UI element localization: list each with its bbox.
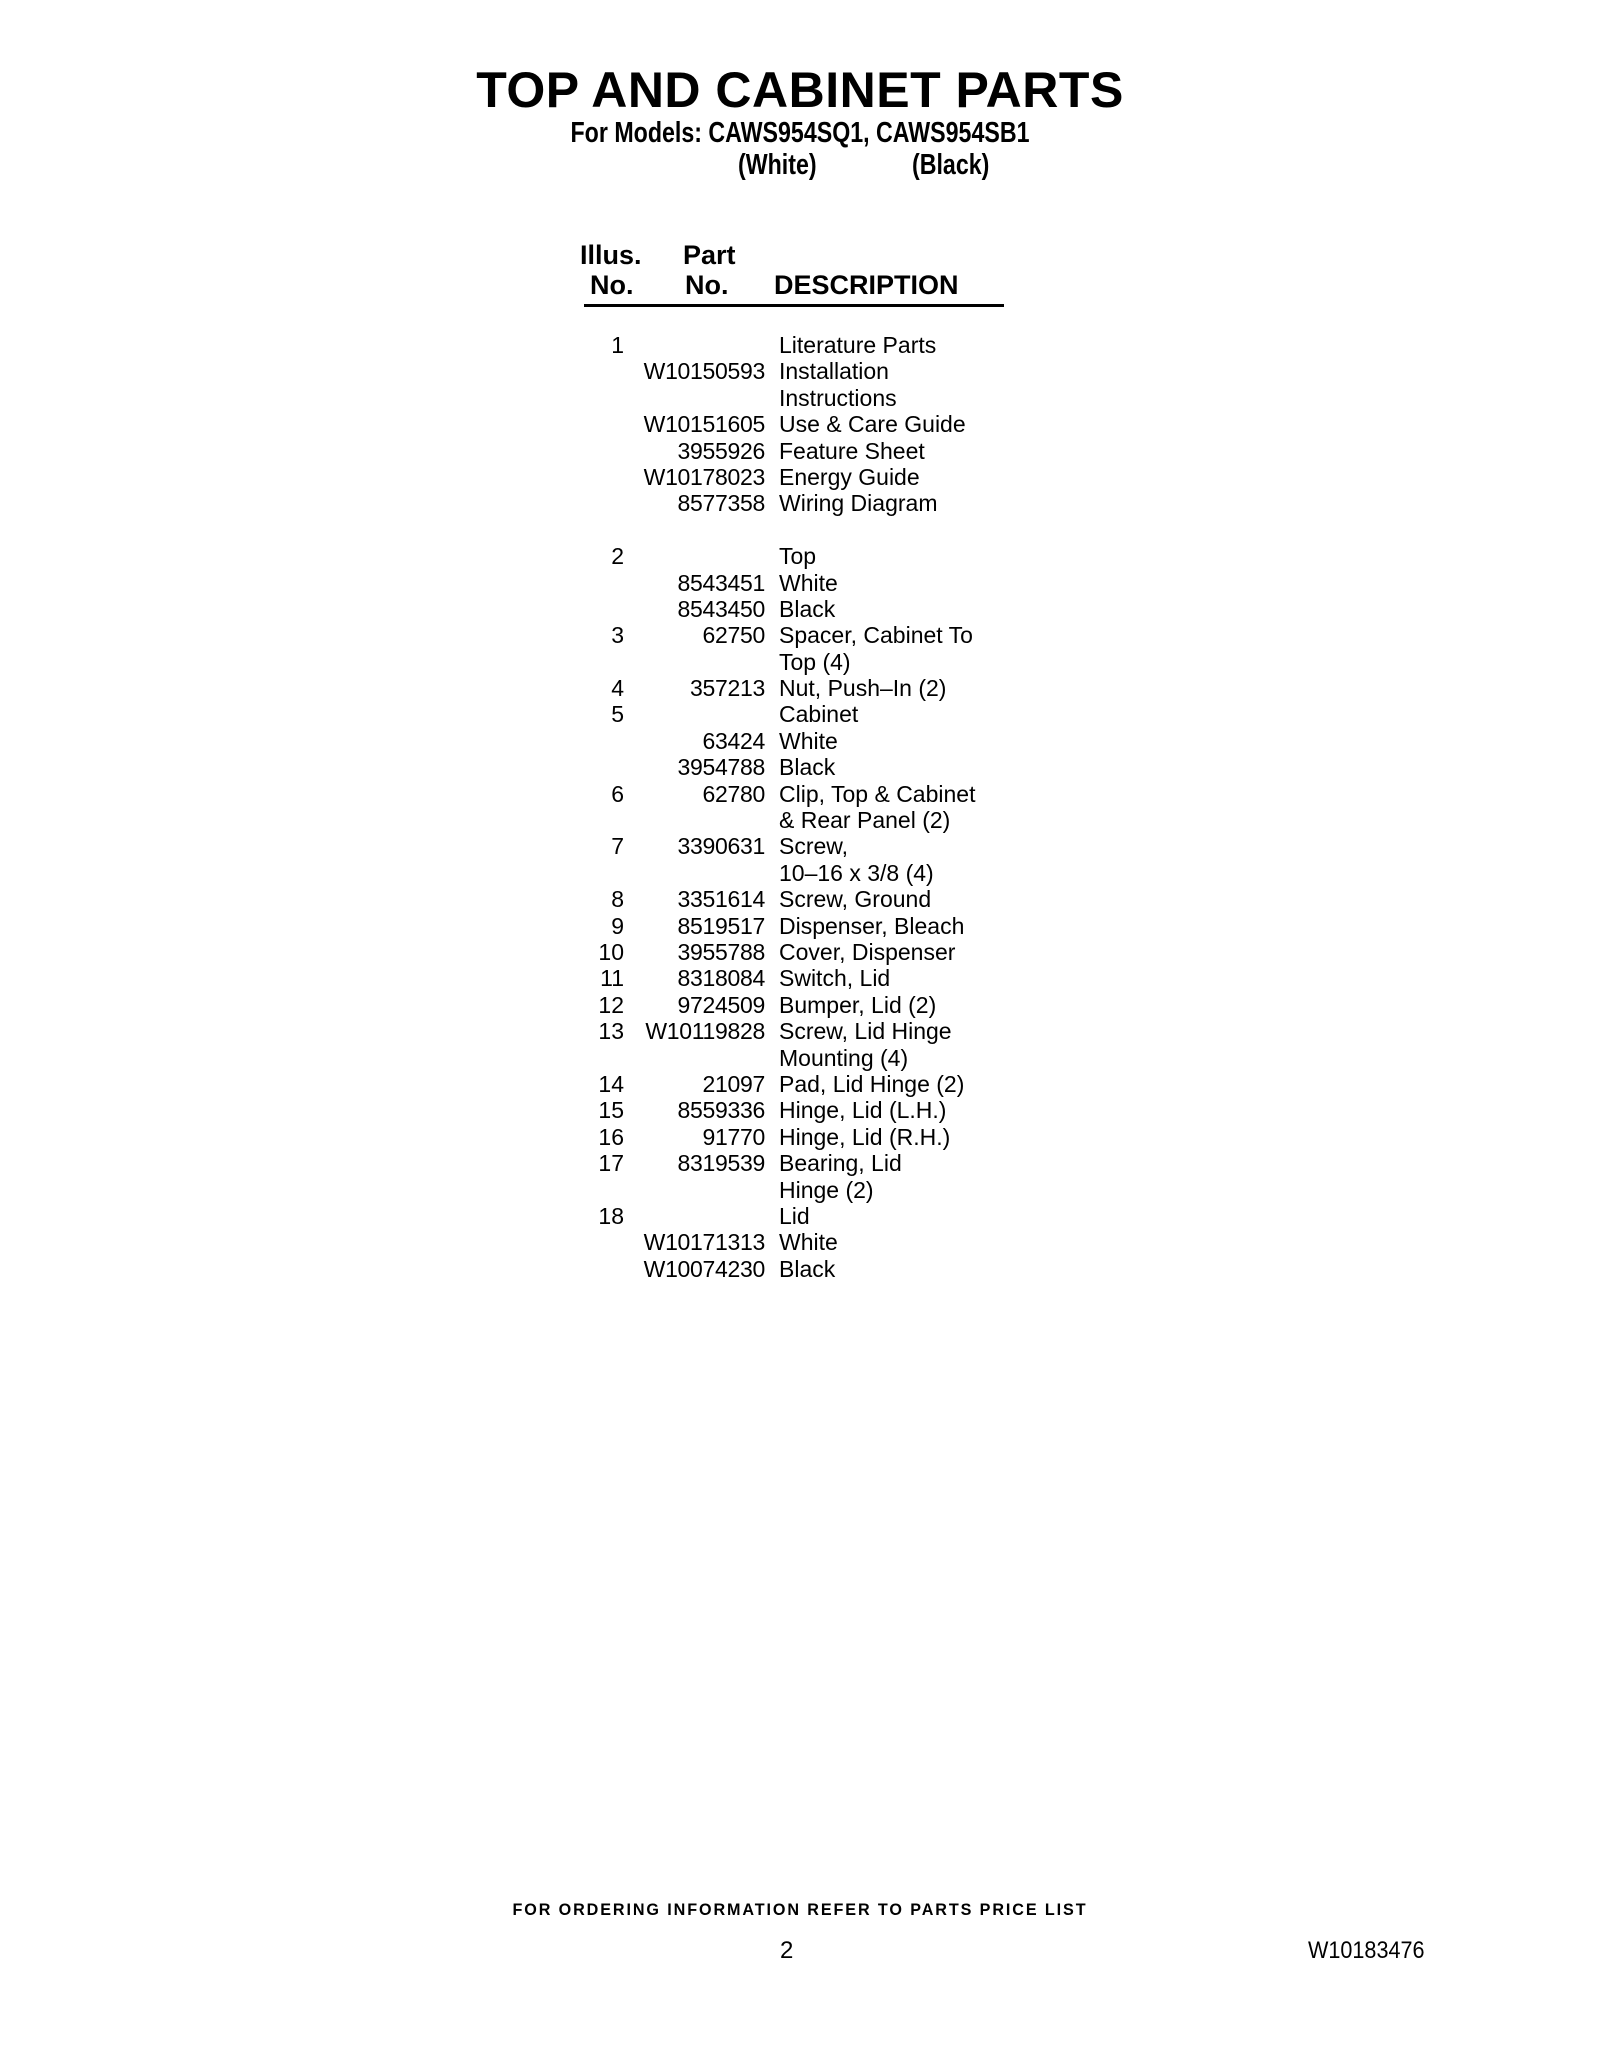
part-description: Wiring Diagram bbox=[779, 490, 938, 517]
part-number: 62750 bbox=[702, 622, 765, 649]
illus-number: 9 bbox=[611, 912, 624, 939]
part-description: Hinge (2) bbox=[779, 1176, 874, 1203]
part-number: 3351614 bbox=[677, 886, 765, 913]
table-row bbox=[0, 358, 1600, 384]
part-description: Top bbox=[779, 543, 817, 570]
color-label-white: (White) bbox=[738, 149, 817, 181]
part-number: 3390631 bbox=[677, 833, 765, 860]
table-row bbox=[0, 1203, 1600, 1229]
table-row bbox=[0, 332, 1600, 358]
part-number: 62780 bbox=[702, 780, 765, 807]
table-row bbox=[0, 1177, 1600, 1203]
table-row bbox=[0, 464, 1600, 490]
part-description: Black bbox=[779, 1255, 836, 1282]
part-description: White bbox=[779, 1229, 838, 1256]
table-row bbox=[0, 728, 1600, 754]
part-number: 8318084 bbox=[677, 965, 765, 992]
illus-number: 6 bbox=[611, 780, 624, 807]
illus-number: 15 bbox=[598, 1097, 624, 1124]
column-header-part-line1: Part bbox=[683, 240, 736, 270]
part-description: Hinge, Lid (R.H.) bbox=[779, 1123, 951, 1150]
part-description: Use & Care Guide bbox=[779, 411, 966, 438]
table-row bbox=[0, 490, 1600, 516]
part-number: 91770 bbox=[702, 1123, 765, 1150]
illus-number: 10 bbox=[598, 938, 624, 965]
color-label-black: (Black) bbox=[912, 149, 990, 181]
table-row bbox=[0, 1097, 1600, 1123]
part-description: Cabinet bbox=[779, 701, 859, 728]
table-row bbox=[0, 939, 1600, 965]
table-row bbox=[0, 649, 1600, 675]
part-number: W10119828 bbox=[645, 1018, 765, 1045]
part-description: Bumper, Lid (2) bbox=[779, 991, 937, 1018]
part-number: 357213 bbox=[690, 675, 765, 702]
table-row bbox=[0, 596, 1600, 622]
column-header-illus-line1: Illus. bbox=[580, 240, 642, 270]
part-description: Bearing, Lid bbox=[779, 1150, 902, 1177]
part-description: Instructions bbox=[779, 384, 897, 411]
illus-number: 1 bbox=[611, 332, 624, 358]
table-row bbox=[0, 833, 1600, 859]
document-code: W10183476 bbox=[1308, 1937, 1425, 1964]
illus-number: 7 bbox=[611, 833, 624, 860]
part-number: W10178023 bbox=[643, 463, 765, 490]
part-number: 3954788 bbox=[677, 754, 765, 781]
table-row bbox=[0, 913, 1600, 939]
part-description: & Rear Panel (2) bbox=[779, 807, 951, 834]
column-header-part-line2: No. bbox=[685, 270, 729, 300]
part-number: 8559336 bbox=[677, 1097, 765, 1124]
illus-number: 14 bbox=[598, 1070, 624, 1097]
illus-number: 11 bbox=[600, 965, 624, 992]
part-description: 10–16 x 3/8 (4) bbox=[779, 859, 934, 886]
table-row bbox=[0, 411, 1600, 437]
part-number: 3955926 bbox=[677, 437, 765, 464]
part-description: Mounting (4) bbox=[779, 1044, 909, 1071]
table-row bbox=[0, 543, 1600, 569]
models-subtitle: For Models: CAWS954SQ1, CAWS954SB1 bbox=[570, 117, 1030, 149]
part-description: Lid bbox=[779, 1202, 810, 1229]
part-number: 63424 bbox=[702, 727, 765, 754]
part-description: Screw, Ground bbox=[779, 886, 932, 913]
part-number: 3955788 bbox=[677, 938, 765, 965]
page-number: 2 bbox=[780, 1937, 794, 1964]
part-description: Installation bbox=[779, 358, 889, 385]
part-description: Top (4) bbox=[779, 648, 851, 675]
table-row bbox=[0, 1045, 1600, 1071]
part-description: Black bbox=[779, 595, 836, 622]
part-description: Switch, Lid bbox=[779, 965, 891, 992]
part-number: W10074230 bbox=[643, 1255, 765, 1282]
part-number: W10150593 bbox=[643, 358, 765, 385]
part-description: White bbox=[779, 569, 838, 596]
part-number: 8319539 bbox=[677, 1150, 765, 1177]
part-description: Pad, Lid Hinge (2) bbox=[779, 1070, 965, 1097]
table-row bbox=[0, 517, 1600, 543]
part-number: 9724509 bbox=[677, 991, 765, 1018]
header-divider bbox=[584, 304, 1004, 307]
illus-number: 3 bbox=[611, 622, 624, 649]
part-number: W10151605 bbox=[643, 411, 765, 438]
illus-number: 5 bbox=[611, 701, 624, 728]
illus-number: 18 bbox=[598, 1202, 624, 1229]
illus-number: 16 bbox=[598, 1123, 624, 1150]
table-row bbox=[0, 807, 1600, 833]
illus-number: 2 bbox=[611, 543, 624, 570]
part-description: Cover, Dispenser bbox=[779, 938, 956, 965]
table-row bbox=[0, 1018, 1600, 1044]
table-row bbox=[0, 781, 1600, 807]
part-description: Spacer, Cabinet To bbox=[779, 622, 973, 649]
part-description: Nut, Push–In (2) bbox=[779, 675, 947, 702]
part-number: 8543451 bbox=[677, 569, 765, 596]
parts-table-body bbox=[0, 332, 1600, 1282]
illus-number: 12 bbox=[598, 991, 624, 1018]
part-description: White bbox=[779, 727, 838, 754]
part-description: Literature Parts bbox=[779, 332, 937, 358]
part-description: Dispenser, Bleach bbox=[779, 912, 965, 939]
part-number: 8519517 bbox=[677, 912, 765, 939]
part-number: 8577358 bbox=[677, 490, 765, 517]
table-row bbox=[0, 570, 1600, 596]
page-title: TOP AND CABINET PARTS bbox=[476, 62, 1124, 118]
table-row bbox=[0, 992, 1600, 1018]
part-description: Clip, Top & Cabinet bbox=[779, 780, 976, 807]
column-header-illus-line2: No. bbox=[590, 270, 634, 300]
illus-number: 8 bbox=[611, 886, 624, 913]
part-description: Screw, bbox=[779, 833, 849, 860]
illus-number: 17 bbox=[598, 1150, 624, 1177]
illus-number: 13 bbox=[598, 1018, 624, 1045]
column-header-description: DESCRIPTION bbox=[774, 270, 959, 300]
part-number: 21097 bbox=[702, 1070, 765, 1097]
table-row bbox=[0, 622, 1600, 648]
table-row bbox=[0, 1229, 1600, 1255]
illus-number: 4 bbox=[611, 675, 624, 702]
table-row bbox=[0, 385, 1600, 411]
part-description: Screw, Lid Hinge bbox=[779, 1018, 952, 1045]
ordering-note: FOR ORDERING INFORMATION REFER TO PARTS PRICE LIST bbox=[512, 1900, 1088, 1919]
part-number: 8543450 bbox=[677, 595, 765, 622]
table-row bbox=[0, 860, 1600, 886]
table-row bbox=[0, 754, 1600, 780]
table-row bbox=[0, 1150, 1600, 1176]
table-row bbox=[0, 701, 1600, 727]
table-row bbox=[0, 886, 1600, 912]
table-row bbox=[0, 675, 1600, 701]
part-description: Hinge, Lid (L.H.) bbox=[779, 1097, 947, 1124]
part-description: Black bbox=[779, 754, 836, 781]
part-description: Feature Sheet bbox=[779, 437, 925, 464]
part-number: W10171313 bbox=[643, 1229, 765, 1256]
table-row bbox=[0, 965, 1600, 991]
table-row bbox=[0, 1256, 1600, 1282]
part-description: Energy Guide bbox=[779, 463, 920, 490]
table-row bbox=[0, 1071, 1600, 1097]
table-row bbox=[0, 438, 1600, 464]
table-row bbox=[0, 1124, 1600, 1150]
